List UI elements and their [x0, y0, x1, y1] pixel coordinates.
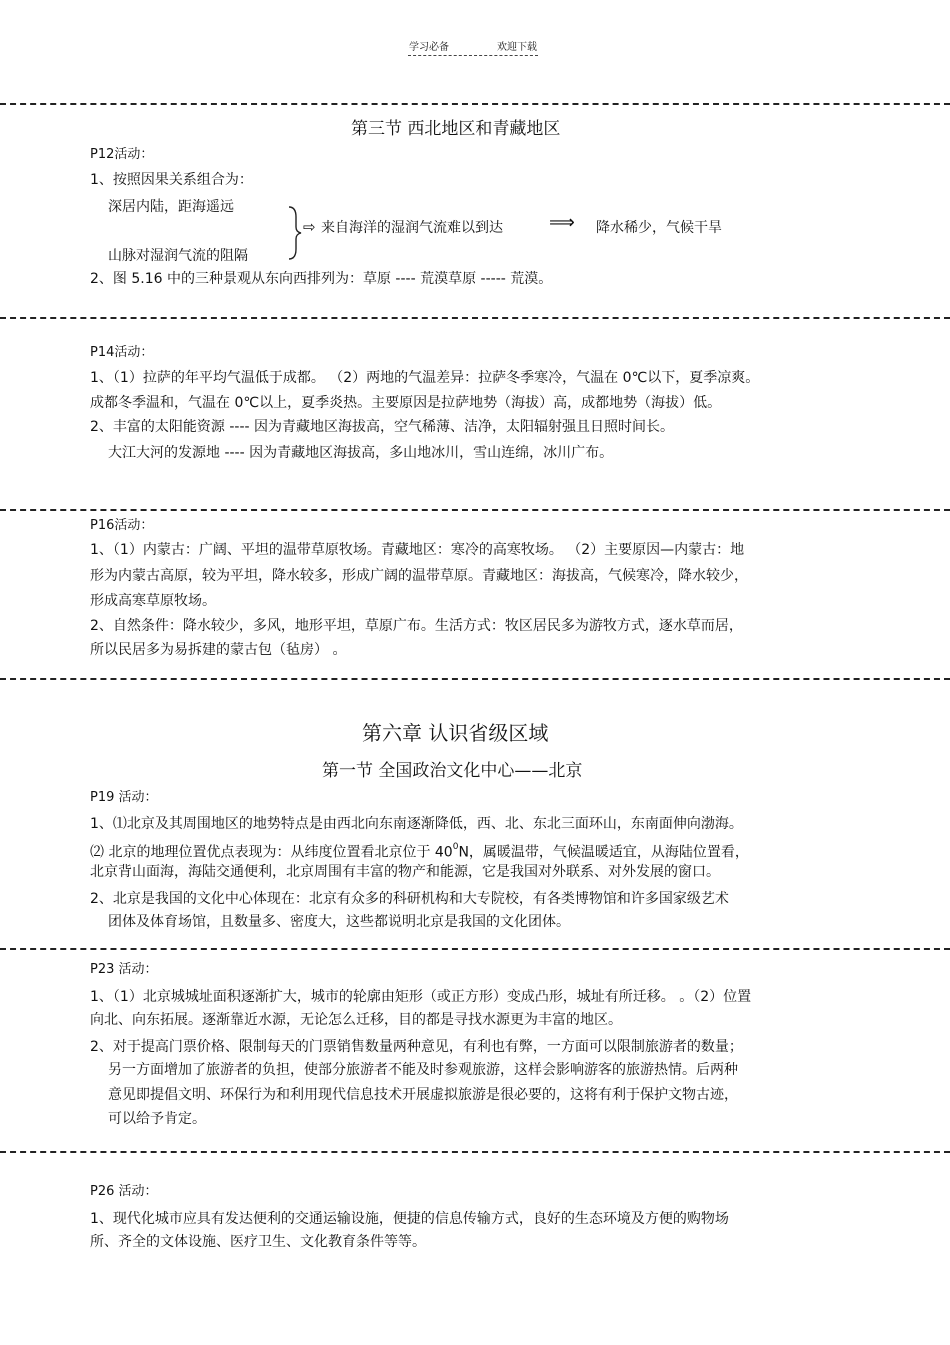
activity-label: P19 活动：: [90, 790, 158, 805]
latitude-text: ⑵ 北京的地理位置优点表现为：从纬度位置看北京位于 40: [90, 844, 453, 861]
divider: [0, 103, 950, 105]
cause-item: 深居内陆，距海遥远: [108, 199, 234, 215]
latitude-text-tail: N，属暖温带，气候温暖适宜，从海陆位置看，: [458, 844, 749, 861]
activity-label: P14活动：: [90, 345, 154, 360]
paragraph-line: 团体及体育场馆，且数量多、密度大，这些都说明北京是我国的文化团体。: [108, 914, 570, 930]
activity-label: P26 活动：: [90, 1184, 158, 1199]
header-left: 学习必备: [409, 42, 449, 53]
divider: [0, 678, 950, 680]
divider: [0, 509, 950, 511]
activity-label: P23 活动：: [90, 962, 158, 977]
header-right: 欢迎下载: [497, 42, 537, 53]
paragraph-line: 1、（1）拉萨的年平均气温低于成都。 （2）两地的气温差异：拉萨冬季寒冷，气温在 0℃以下，夏季凉爽。: [90, 370, 760, 386]
paragraph-line: 北京背山面海，海陆交通便利，北京周围有丰富的物产和能源，它是我国对外联系、对外发展的窗口。: [90, 864, 720, 880]
paragraph-line: 所、齐全的文体设施、医疗卫生、文化教育条件等等。: [90, 1234, 426, 1250]
divider: [0, 1151, 950, 1153]
activity-label: P12活动：: [90, 147, 154, 162]
paragraph-line: 大江大河的发源地 ---- 因为青藏地区海拔高，多山地冰川，雪山连绵，冰川广布。: [108, 445, 614, 461]
paragraph-line: 形成高寒草原牧场。: [90, 593, 216, 609]
paragraph-line: 所以民居多为易拆建的蒙古包（毡房） 。: [90, 642, 347, 658]
arrow-icon: ⇨: [303, 218, 316, 236]
paragraph-line: 向北、向东拓展。逐渐靠近水源，无论怎么迁移，目的都是寻找水源更为丰富的地区。: [90, 1012, 622, 1028]
result-item: 降水稀少，气候干旱: [596, 220, 722, 236]
degree-superscript: 0: [452, 842, 459, 852]
paragraph-line: 成都冬季温和，气温在 0℃以上，夏季炎热。主要原因是拉萨地势（海拔）高，成都地势（海拔）低。: [90, 395, 722, 411]
cause-item: 山脉对湿润气流的阻隔: [108, 248, 248, 264]
header-underline: [408, 55, 538, 56]
divider: [0, 948, 950, 950]
paragraph-line: 2、北京是我国的文化中心体现在：北京有众多的科研机构和大专院校，有各类博物馆和许多国家级艺术: [90, 891, 729, 907]
paragraph-line: 1、（1）北京城城址面积逐渐扩大，城市的轮廓由矩形（或正方形）变成凸形，城址有所迁移。 。（2）位置: [90, 989, 752, 1005]
paragraph-line: 可以给予肯定。: [108, 1111, 206, 1127]
divider: [0, 317, 950, 319]
brace-icon: [286, 205, 304, 261]
paragraph-line: 形为内蒙古高原，较为平坦，降水较多，形成广阔的温带草原。青藏地区：海拔高，气候寒冷，降水较少，: [90, 568, 748, 584]
section-title: 第一节 全国政治文化中心——北京: [322, 761, 583, 781]
activity-label: P16活动：: [90, 518, 154, 533]
paragraph-line: 2、图 5.16 中的三种景观从东向西排列为：草原 ---- 荒漠草原 ----- 荒漠。: [90, 271, 553, 287]
paragraph-line: 2、对于提高门票价格、限制每天的门票销售数量两种意见，有利也有弊，一方面可以限制旅游者的数量；: [90, 1039, 743, 1055]
paragraph-line: 1、（1）内蒙古：广阔、平坦的温带草原牧场。青藏地区：寒冷的高寒牧场。 （2）主要原因—内蒙古：地: [90, 542, 745, 558]
paragraph-line: 1、按照因果关系组合为：: [90, 172, 253, 188]
section-title: 第三节 西北地区和青藏地区: [351, 119, 561, 139]
double-arrow-icon: ⟹: [549, 212, 575, 233]
paragraph-line: [90, 840, 749, 862]
chapter-title: 第六章 认识省级区域: [362, 721, 549, 745]
paragraph-line: 1、现代化城市应具有发达便利的交通运输设施，便捷的信息传输方式，良好的生态环境及方便的购物场: [90, 1211, 729, 1227]
paragraph-line: 1、⑴北京及其周围地区的地势特点是由西北向东南逐渐降低，西、北、东北三面环山，东南面伸向渤海。: [90, 816, 743, 832]
paragraph-line: 意见即提倡文明、环保行为和利用现代信息技术开展虚拟旅游是很必要的，这将有利于保护文物古迹，: [108, 1087, 738, 1103]
effect-item: 来自海洋的湿润气流难以到达: [321, 220, 503, 236]
paragraph-line: 另一方面增加了旅游者的负担，使部分旅游者不能及时参观旅游，这样会影响游客的旅游热情。后两种: [108, 1062, 738, 1078]
paragraph-line: 2、自然条件：降水较少，多风，地形平坦，草原广布。生活方式：牧区居民多为游牧方式，逐水草而居，: [90, 618, 743, 634]
paragraph-line: 2、丰富的太阳能资源 ---- 因为青藏地区海拔高，空气稀薄、洁净，太阳辐射强且日照时间长。: [90, 419, 675, 435]
